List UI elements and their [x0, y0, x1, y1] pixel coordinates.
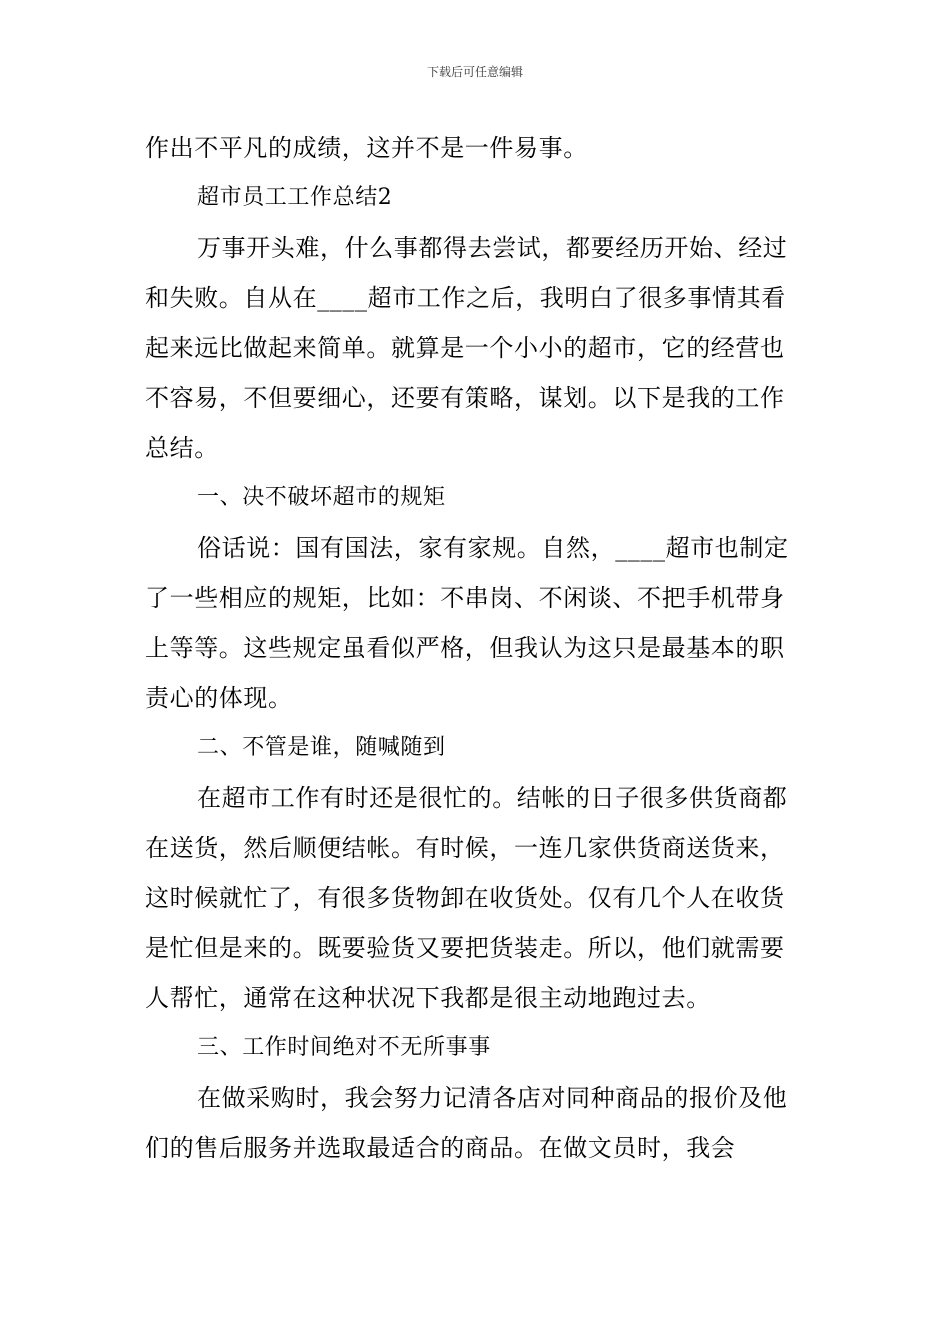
paragraph-continuation: 作出不平凡的成绩，这并不是一件易事。	[145, 134, 588, 162]
paragraph-busy: 在超市工作有时还是很忙的。结帐的日子很多供货商都在送货，然后顺便结帐。有时候，一连几家供货商送货来，这时候就忙了，有很多货物卸在收货处。仅有几个人在收货是忙但是来的。既要验货又要把货装走。所以，他们就需要人帮忙，通常在这种状况下我都是很主动地跑过去。	[145, 784, 788, 1012]
section-title: 超市员工工作总结2	[197, 185, 393, 210]
document-body	[145, 123, 807, 1173]
paragraph-purchasing: 在做采购时，我会努力记清各店对同种商品的报价及他们的售后服务并选取最适合的商品。在做文员时，我会	[145, 1084, 788, 1162]
section-heading-3: 三、工作时间绝对不无所事事	[197, 1035, 491, 1060]
page-header-note: 下载后可任意编辑	[426, 65, 523, 79]
section-heading-1: 一、决不破坏超市的规矩	[197, 485, 446, 510]
section-heading-2: 二、不管是谁，随喊随到	[197, 735, 446, 760]
paragraph-rules: 俗话说：国有国法，家有家规。自然，____超市也制定了一些相应的规矩，比如：不串岗、不闲谈、不把手机带身上等等。这些规定虽看似严格，但我认为这只是最基本的职责心的体现。	[145, 534, 789, 712]
paragraph-intro: 万事开头难，什么事都得去尝试，都要经历开始、经过和失败。自从在____超市工作之后，我明白了很多事情其看起来远比做起来简单。就算是一个小小的超市，它的经营也不容易，不但要细心，还要有策略，谋划。以下是我的工作总结。	[145, 234, 788, 462]
